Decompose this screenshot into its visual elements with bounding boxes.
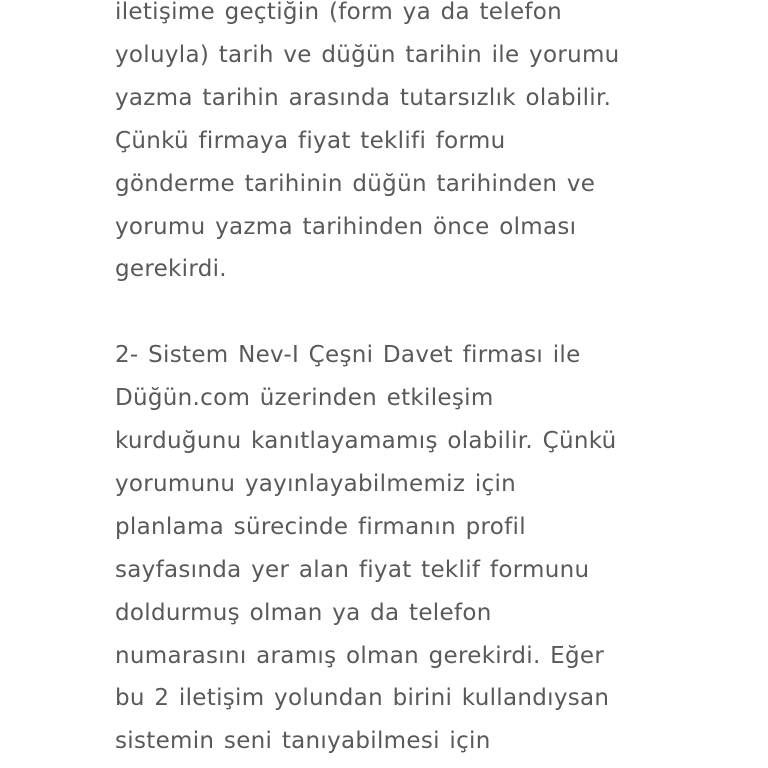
text-line: yorumunu yayınlayabilmemiz için	[115, 470, 517, 497]
text-line: yazma tarihin arasında tutarsızlık olabilir.	[115, 84, 612, 111]
text-line: Çünkü firmaya fiyat teklifi formu	[115, 127, 506, 154]
text-line: iletişime geçtiğin (form ya da telefon	[115, 0, 563, 25]
text-line: doldurmuş olman ya da telefon	[115, 599, 492, 626]
paragraph-interaction-proof	[115, 334, 755, 763]
text-line: planlama sürecinde firmanın profil	[115, 513, 526, 540]
paragraph-spacer	[115, 291, 755, 334]
text-line: yoluyla) tarih ve düğün tarihin ile yorumu	[115, 41, 620, 68]
text-line: sistemin seni tanıyabilmesi için	[115, 728, 491, 755]
text-line: bu 2 iletişim yolundan birini kullandıysan	[115, 685, 610, 712]
paragraph-date-inconsistency	[115, 0, 755, 291]
text-line: 2- Sistem Nev-I Çeşni Davet firması ile	[115, 342, 581, 369]
message-text-body	[115, 0, 755, 763]
text-line: numarasını aramış olman gerekirdi. Eğer	[115, 642, 605, 669]
text-line: kurduğunu kanıtlayamamış olabilir. Çünkü	[115, 428, 617, 455]
text-line: gönderme tarihinin düğün tarihinden ve	[115, 170, 596, 197]
text-line: Düğün.com üzerinden etkileşim	[115, 385, 494, 412]
text-line: yorumu yazma tarihinden önce olması	[115, 213, 577, 240]
text-line: gerekirdi.	[115, 256, 227, 283]
text-line: sayfasında yer alan fiyat teklif formunu	[115, 556, 590, 583]
